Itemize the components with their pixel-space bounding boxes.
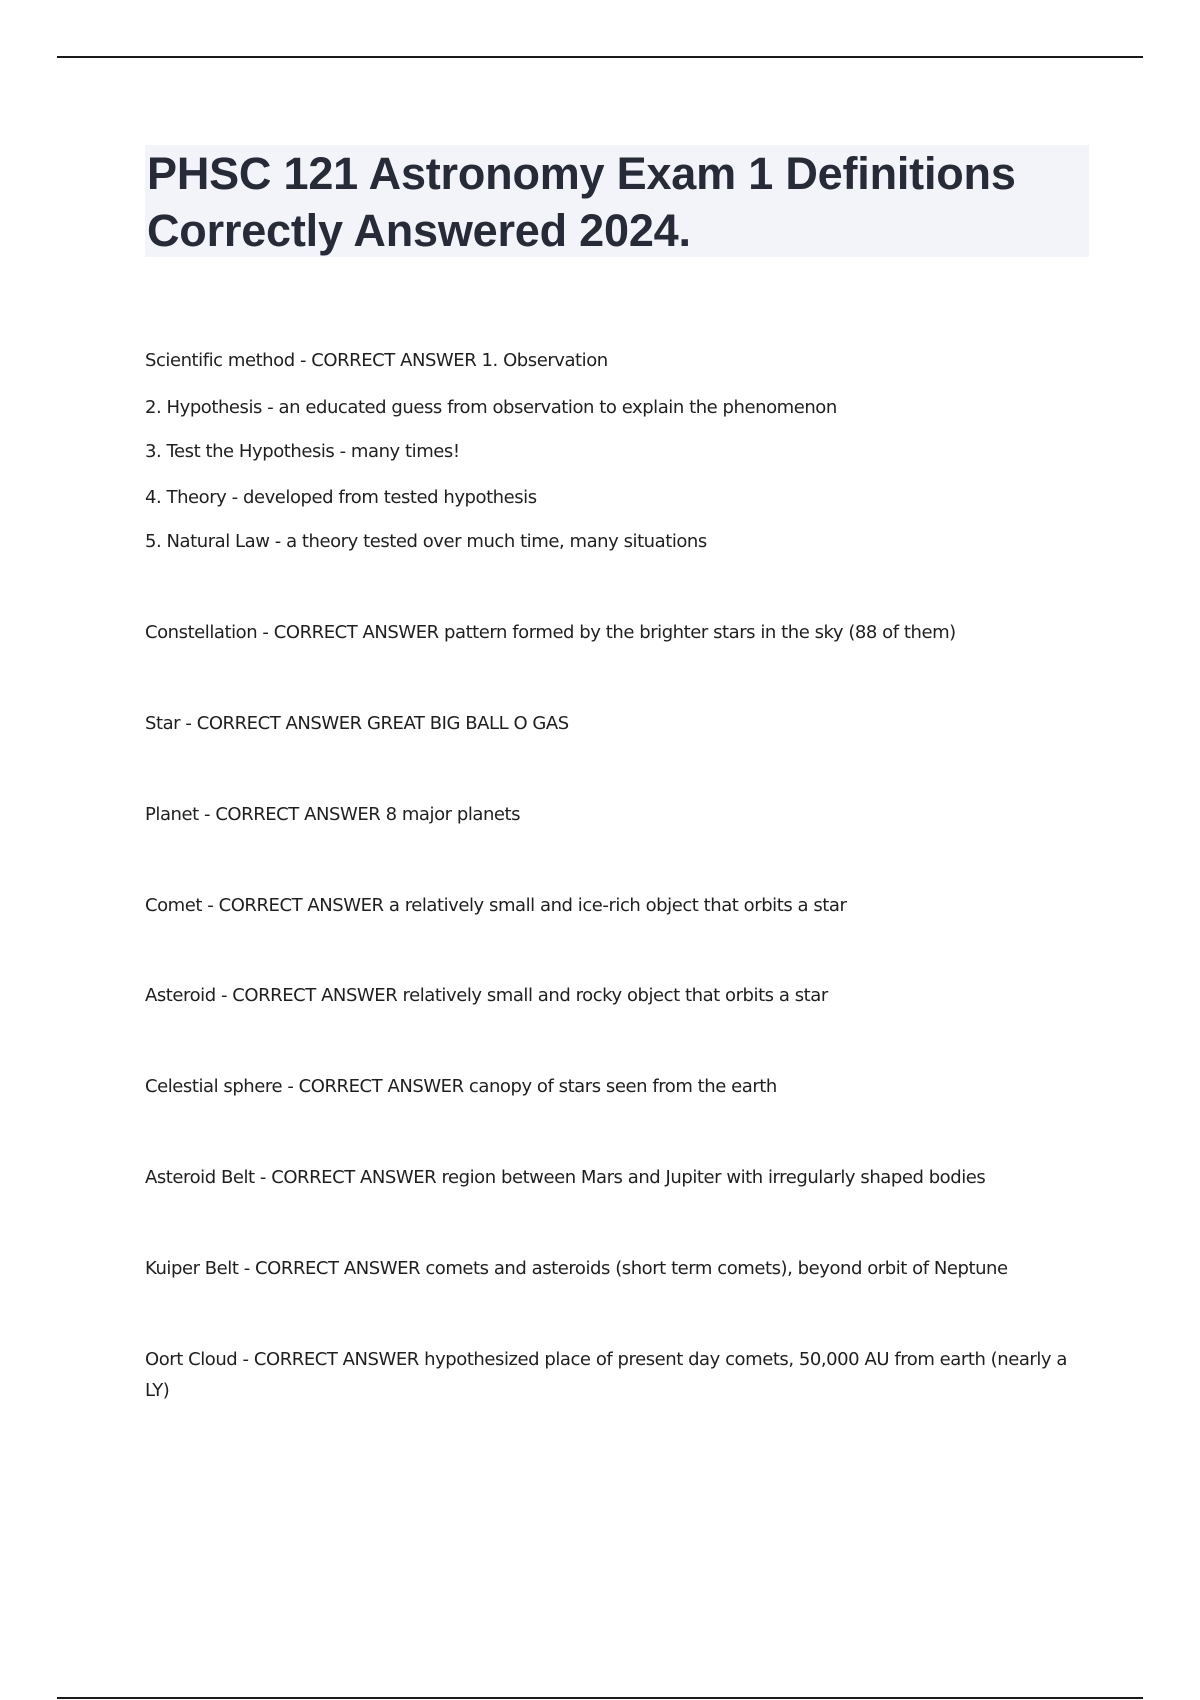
entry-constellation: Constellation - CORRECT ANSWER pattern formed by the brighter stars in the sky (88 of them) [145,622,956,643]
entry-asteroid-belt: Asteroid Belt - CORRECT ANSWER region between Mars and Jupiter with irregularly shaped bodies [145,1167,986,1188]
title-highlight [145,145,1089,257]
top-rule [57,56,1143,58]
entry-natural-law: 5. Natural Law - a theory tested over much time, many situations [145,531,707,552]
entry-comet: Comet - CORRECT ANSWER a relatively small and ice-rich object that orbits a star [145,895,847,916]
entry-asteroid: Asteroid - CORRECT ANSWER relatively small and rocky object that orbits a star [145,985,828,1006]
entry-hypothesis: 2. Hypothesis - an educated guess from observation to explain the phenomenon [145,397,837,418]
document-title: PHSC 121 Astronomy Exam 1 Definitions Correctly Answered 2024. [147,148,1016,256]
entry-planet: Planet - CORRECT ANSWER 8 major planets [145,804,521,825]
entry-theory: 4. Theory - developed from tested hypothesis [145,487,537,508]
entry-kuiper-belt: Kuiper Belt - CORRECT ANSWER comets and asteroids (short term comets), beyond orbit of Neptune [145,1258,1008,1279]
entry-test-hypothesis: 3. Test the Hypothesis - many times! [145,441,460,462]
entry-oort-cloud: Oort Cloud - CORRECT ANSWER hypothesized place of present day comets, 50,000 AU from earth (nearly a LY) [145,1349,1067,1401]
bottom-rule [57,1697,1143,1699]
entry-celestial-sphere: Celestial sphere - CORRECT ANSWER canopy of stars seen from the earth [145,1076,777,1097]
entry-star: Star - CORRECT ANSWER GREAT BIG BALL O GAS [145,713,569,734]
entry-scientific-method: Scientific method - CORRECT ANSWER 1. Observation [145,350,608,371]
